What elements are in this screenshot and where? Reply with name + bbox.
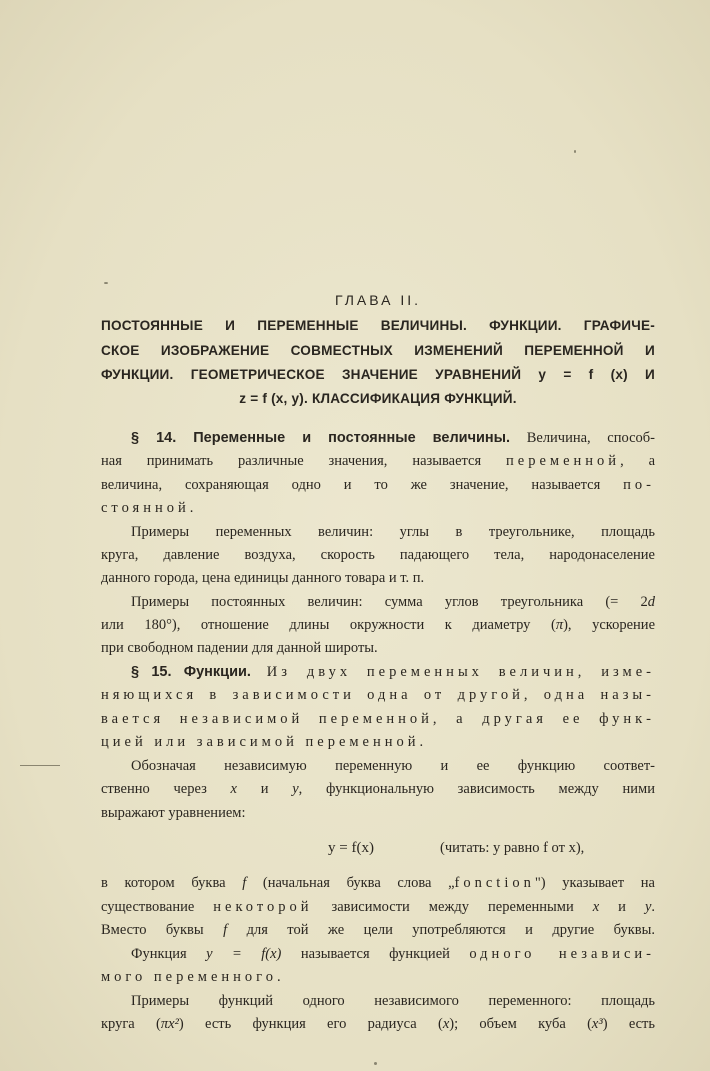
text-span: существование [101,899,214,915]
text-span: . [419,734,424,750]
text-span: или 180°), отношение длины окружности к диаметру ( [101,617,556,633]
emphasized-text: одного независи- [469,946,656,962]
text-span: величина, сохраняющая одно и то же значение, называется [101,477,624,493]
text-span: при свободном падении для данной широты. [101,640,378,656]
emphasized-text: мого переменного [101,969,277,985]
text-span: Обозначая независимую переменную и ее функцию соответ- [131,758,655,774]
text-span: в котором буква [101,875,243,891]
text-line [101,804,655,822]
section-heading: § 14. Переменные и постоянные величины. [131,430,511,446]
text-span: называется функцией [281,946,470,962]
text-span: круга, давление воздуха, скорость падающего тела, народонаселение [101,547,655,563]
chapter-title-line: ПОСТОЯННЫЕ И ПЕРЕМЕННЫЕ ВЕЛИЧИНЫ. ФУНКЦИИ. ГРАФИЧЕ- [101,318,655,333]
text-span: y = f(x) [206,946,282,962]
text-span: . [189,500,194,516]
text-line [101,780,655,798]
text-line [131,757,655,775]
emphasized-text: Из двух переменных величин, изме- [250,664,655,680]
text-span: x [442,1016,450,1032]
text-span: ) есть функция его радиуса ( [178,1016,443,1032]
text-line [101,452,655,470]
text-line [101,569,655,587]
text-line [101,546,655,564]
text-span: x [592,899,600,915]
text-span: f [242,875,247,891]
text-span: ственно через [101,781,231,797]
text-line [101,686,655,704]
chapter-title-line: ФУНКЦИИ. ГЕОМЕТРИЧЕСКОЕ ЗНАЧЕНИЕ УРАВНЕНИЙ y = f (x) И [101,367,655,382]
text-line [131,663,655,681]
text-span: x [230,781,237,797]
text-line [101,476,655,494]
text-span: зависимости между переменными [312,899,593,915]
text-span: , а [620,453,656,469]
text-line [131,945,655,963]
text-span: . [277,969,281,985]
text-span: круга ( [101,1016,161,1032]
chapter-heading: ГЛАВА II. [334,292,422,308]
emphasized-text: цией или зависимой переменной [101,734,420,750]
text-line [131,593,655,611]
text-line [101,898,655,916]
text-line [131,523,655,541]
emphasized-text: переменной [506,453,621,469]
scan-speck [104,282,108,284]
text-span: ), ускорение [563,617,656,633]
emphasized-text: некоторой [213,899,313,915]
text-span: . [651,899,655,915]
section-heading: § 15. Функции. [131,664,251,680]
text-line [101,639,655,657]
emphasized-text: стоянной [101,500,190,516]
text-line [101,874,655,892]
text-span: ); объем куба ( [449,1016,592,1032]
emphasized-text: по- [623,477,655,493]
text-span: (начальная буква слова „ [246,875,455,891]
text-line [101,1015,655,1033]
text-line [101,733,655,751]
text-span: f [223,922,228,938]
text-span: y [644,899,652,915]
text-span: и [599,899,645,915]
text-span: Примеры переменных величин: углы в треугольнике, площадь [131,524,655,540]
text-span: и [236,781,293,797]
text-span: ная принимать различные значения, называется [101,453,507,469]
emphasized-text: fonction [454,875,535,891]
emphasized-text: вается независимой переменной, а другая ее функ- [101,711,655,727]
text-line [101,616,655,634]
text-span: Функция [131,946,207,962]
text-span: ") указывает на [534,875,655,891]
text-span: x³ [591,1016,603,1032]
text-span: данного города, цена единицы данного товара и т. п. [101,570,425,586]
scan-speck [574,150,576,153]
scan-speck [374,1062,377,1065]
emphasized-text: няющихся в зависимости одна от другой, одна назы- [101,687,655,703]
text-span: , функциональную зависимость между ними [298,781,655,797]
text-line [101,499,655,517]
chapter-title-line: z = f (x, y). КЛАССИФИКАЦИЯ ФУНКЦИЙ. [239,391,517,406]
text-span: ) есть [602,1016,655,1032]
text-span: d [647,594,655,610]
text-span: y [292,781,299,797]
text-span: π [555,617,564,633]
text-span: Величина, способ- [510,430,655,446]
text-span: Примеры постоянных величин: сумма углов треугольника (= 2 [131,594,648,610]
text-span: выражают уравнением: [101,805,246,821]
text-line [131,429,655,447]
text-span: для той же цели употребляются и другие буквы. [227,922,656,938]
chapter-title-line: СКОЕ ИЗОБРАЖЕНИЕ СОВМЕСТНЫХ ИЗМЕНЕНИЙ ПЕРЕМЕННОЙ И [101,343,655,358]
text-line [101,710,655,728]
text-span: πx² [160,1016,179,1032]
text-line [101,968,655,986]
text-span: Примеры функций одного независимого переменного: площадь [131,993,655,1009]
text-span: Вместо буквы [101,922,224,938]
formula-reading: (читать: y равно f от x), [440,840,585,856]
scan-mark [20,765,60,766]
text-line [101,921,655,939]
text-line [131,992,655,1010]
formula-equation: y = f(x) [328,840,374,856]
